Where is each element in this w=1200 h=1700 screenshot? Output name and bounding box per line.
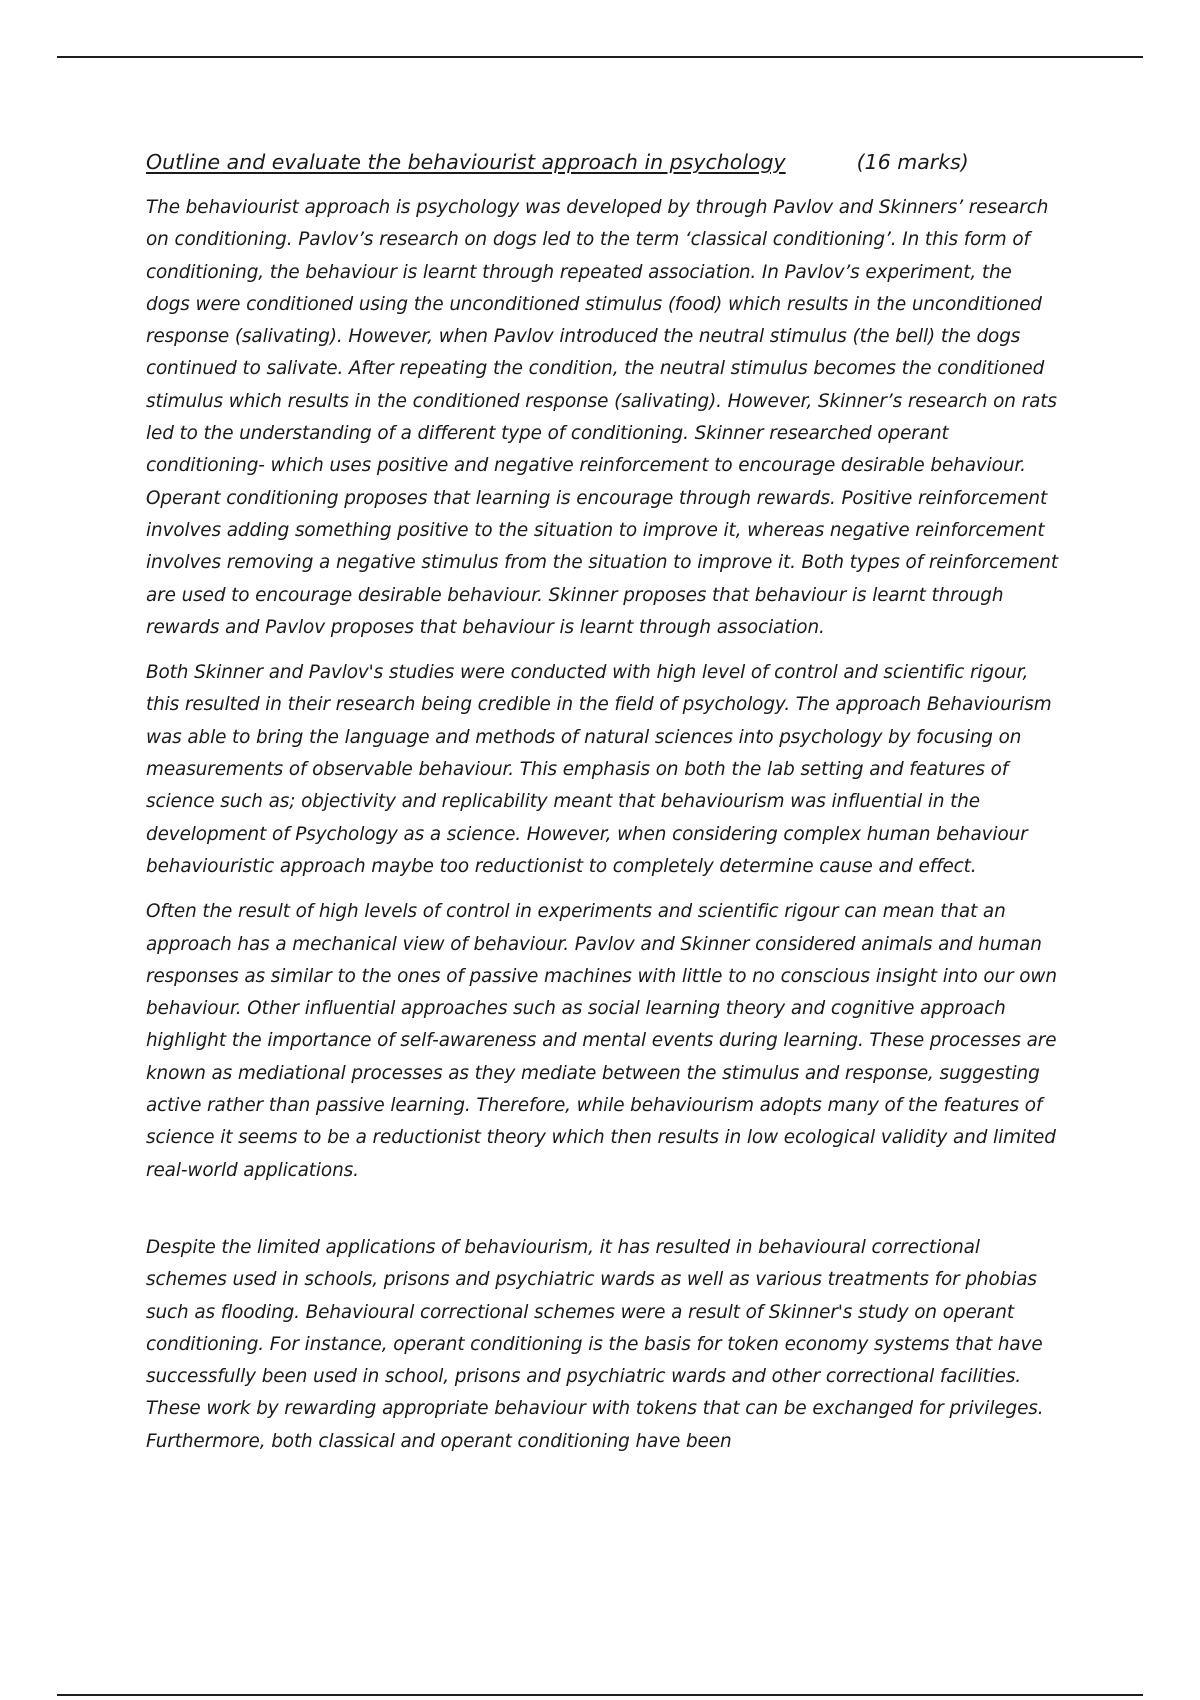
- essay-marks: (16 marks): [856, 150, 969, 174]
- paragraph-3: Often the result of high levels of control in experiments and scientific rigour can mean that an approach has a mechanical view of behaviour. Pavlov and Skinner considered animals and human responses as similar to the ones of passive machines with little to no conscious insight into our own behaviour. Other influential approaches such as social learning theory and cognitive approach highlight the importance of self-awareness and mental events during learning. These processes are known as mediational processes as they mediate between the stimulus and response, suggesting active rather than passive learning. Therefore, while behaviourism adopts many of the features of science it seems to be a reductionist theory which then results in low ecological validity and limited real-world applications.: [146, 901, 1057, 1181]
- top-divider: [57, 56, 1143, 58]
- essay-title: Outline and evaluate the behaviourist approach in psychology: [146, 150, 786, 174]
- paragraph-1: The behaviourist approach is psychology was developed by through Pavlov and Skinners’ research on conditioning. Pavlov’s research on dogs led to the term ‘classical conditioning’. In this form of conditioning, the behaviour is learnt through repeated association. In Pavlov’s experiment, the dogs were conditioned using the unconditioned stimulus (food) which results in the unconditioned response (salivating). However, when Pavlov introduced the neutral stimulus (the bell) the dogs continued to salivate. After repeating the condition, the neutral stimulus becomes the conditioned stimulus which results in the conditioned response (salivating). However, Skinner’s research on rats led to the understanding of a different type of conditioning. Skinner researched operant conditioning- which uses positive and negative reinforcement to encourage desirable behaviour. Operant conditioning proposes that learning is encourage through rewards. Positive reinforcement involves adding something positive to the situation to improve it, whereas negative reinforcement involves removing a negative stimulus from the situation to improve it. Both types of reinforcement are used to encourage desirable behaviour. Skinner proposes that behaviour is learnt through rewards and Pavlov proposes that behaviour is learnt through association.: [146, 197, 1058, 638]
- paragraph-2: Both Skinner and Pavlov's studies were conducted with high level of control and scientific rigour, this resulted in their research being credible in the field of psychology. The approach Behaviourism was able to bring the language and methods of natural sciences into psychology by focusing on measurements of observable behaviour. This emphasis on both the lab setting and features of science such as; objectivity and replicability meant that behaviourism was influential in the development of Psychology as a science. However, when considering complex human behaviour behaviouristic approach maybe too reductionist to completely determine cause and effect.: [146, 662, 1052, 877]
- bottom-divider: [57, 1694, 1143, 1696]
- essay-heading: [146, 148, 1058, 176]
- document-body: [146, 148, 1058, 1458]
- paragraph-4: Despite the limited applications of behaviourism, it has resulted in behavioural correctional schemes used in schools, prisons and psychiatric wards as well as various treatments for phobias such as flooding. Behavioural correctional schemes were a result of Skinner's study on operant conditioning. For instance, operant conditioning is the basis for token economy systems that have successfully been used in school, prisons and psychiatric wards and other correctional facilities. These work by rewarding appropriate behaviour with tokens that can be exchanged for privileges. Furthermore, both classical and operant conditioning have been: [146, 1236, 1044, 1452]
